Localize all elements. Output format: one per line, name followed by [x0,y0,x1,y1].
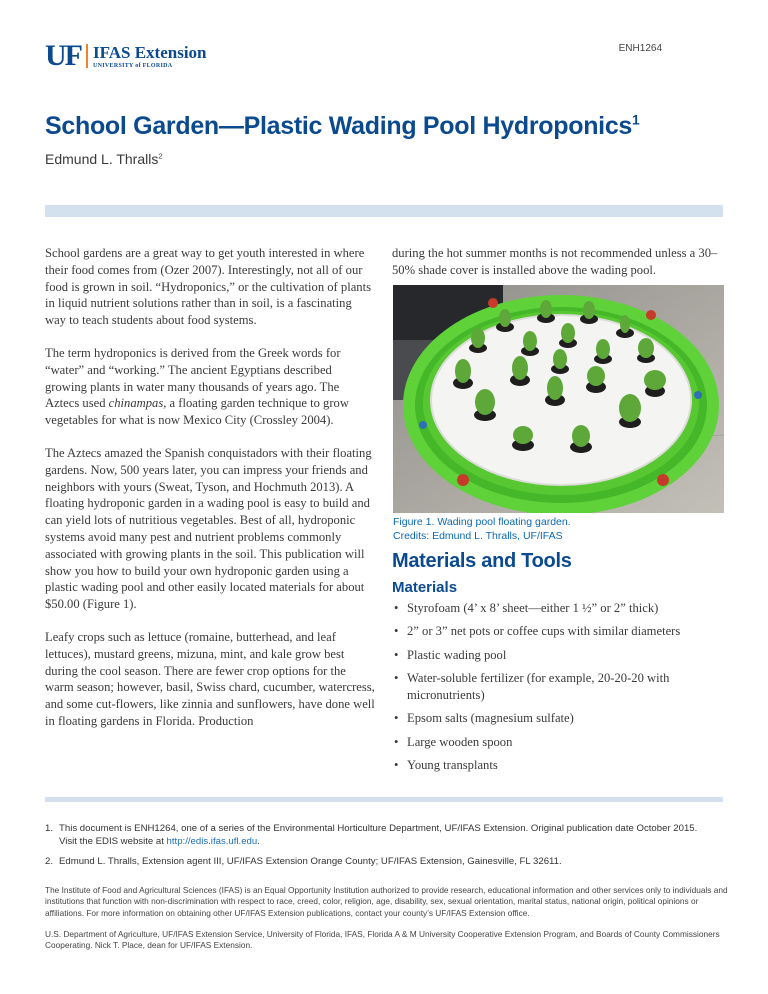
paragraph-continuation: during the hot summer months is not recommended unless a 30–50% shade cover is installed above the wading pool. [392,246,718,277]
bullet-icon: • [394,734,399,749]
equal-opportunity-statement: The Institute of Food and Agricultural Sciences (IFAS) is an Equal Opportunity Institution authorized to provide research, educational information and other services only to individuals and institutions that function with non-discrimination with respect to race, creed, color, religion, age, disability, sex, sexual orientation, marital status, national origin, political opinions or affiliations. For more information on obtaining other UF/IFAS Extension publications, contact your county’s UF/IFAS Extension office. [45,885,728,918]
list-item [392,623,727,640]
footnote-text: This document is ENH1264, one of a series of the Environmental Horticulture Department, UF/IFAS Extension. Original publication date October 2015. [59,823,698,834]
figure-caption [393,516,571,543]
logo-mark: UF [45,39,81,72]
history-italic-term: chinampas [108,396,164,411]
bullet-icon: • [394,671,399,686]
figure-photo-wading-pool [393,285,724,513]
list-item [392,757,727,774]
uf-ifas-logo [45,39,207,72]
paragraph-history [45,345,375,429]
footnote-1 [45,822,735,848]
footnote-text-suffix: . [257,836,260,847]
footnote-text-prefix: Visit the EDIS website at [59,836,167,847]
section-heading: Materials and Tools [392,550,572,572]
cooperative-extension-statement: U.S. Department of Agriculture, UF/IFAS Extension Service, University of Florida, IFAS, Florida A & M University Cooperative Extension Program, and Boards of County Commissioners Cooperating. Nick T. Place, dean for UF/IFAS Extension. [45,929,720,951]
footnote-2 [45,855,735,868]
edis-website-link[interactable]: http://edis.ifas.ufl.edu [166,836,258,847]
list-item [392,600,727,617]
figure-caption-title: Figure 1. Wading pool floating garden. [393,516,571,528]
logo-text [93,44,207,69]
paragraph-intro: School gardens are a great way to get youth interested in where their food comes from (Ozer 2007). Interestingly, not all of our food is grown in soil. “Hydroponics,” or the cultivation of plants in liquid nutrient solutions rather than in soil, is a fascinating way to teach students about food systems. [45,246,371,328]
list-item [392,647,727,664]
author-line [45,151,163,167]
materials-list [392,600,727,781]
figure-credits: Credits: Edmund L. Thralls, UF/IFAS [393,529,563,542]
list-item-text: Plastic wading pool [407,647,507,662]
bullet-icon: • [394,647,399,662]
logo-divider [86,44,88,68]
list-item-text: 2” or 3” net pots or coffee cups with similar diameters [407,624,681,639]
list-item-text: Large wooden spoon [407,734,513,749]
list-item [392,710,727,727]
list-item [392,670,727,704]
footnote-text: Edmund L. Thralls, Extension agent III, UF/IFAS Extension Orange County; UF/IFAS Extension, Gainesville, FL 32611. [59,856,562,867]
history-text-before: The term hydroponics is derived from the Greek words for “water” and “working.” The ancient Egyptians described growing plants in water many thousands of years ago. The Aztecs used [45,345,341,411]
paragraph-crops: Leafy crops such as lettuce (romaine, butterhead, and leaf lettuces), mustard greens, mizuna, mint, and kale grow best during the cool season. There are fewer crop options for the warm season; however, basil, Swiss chard, cucumber, watercress, and some cut-flowers, like zinnia and sunflowers, have done well in floating gardens in Florida. Production [45,629,375,728]
logo-name: IFAS Extension [93,42,207,62]
title-text: School Garden—Plastic Wading Pool Hydroponics [45,112,633,140]
list-item-text: Styrofoam (4’ x 8’ sheet—either 1 ½” or 2” thick) [407,601,659,615]
subsection-heading: Materials [392,579,458,596]
author-name: Edmund L. Thralls [45,151,159,167]
list-item-text: Epsom salts (magnesium sulfate) [407,711,574,726]
author-footnote-ref[interactable]: 2 [158,151,163,161]
list-item-text: Young transplants [407,758,498,773]
footnote-number: 2. [45,856,54,867]
history-text-after: , a floating garden technique to grow vegetables for what is now Mexico City (Crossley 2004). [45,396,349,428]
footnote-number: 1. [45,823,54,834]
title-footnote-ref[interactable]: 1 [632,112,640,128]
bullet-icon: • [394,624,399,639]
list-item-text: Water-soluble fertilizer (for example, 20-20-20 with micronutrients) [407,671,670,702]
body-left-column [45,245,375,746]
document-number: ENH1264 [618,43,662,54]
logo-university: UNIVERSITY of FLORIDA [93,62,173,69]
header-divider-band [45,205,723,217]
paragraph-aztecs: The Aztecs amazed the Spanish conquistadors with their floating gardens. Now, 500 years later, you can impress your friends and neighbors with yours (Sweat, Tyson, and Hochmuth 2013). A floating hydroponic garden in a wading pool is easy to build and can yield lots of nutritious vegetables. Best of all, hydroponic systems avoid many pest and nutrient problems commonly associated with growing plants in the soil. This publication will show you how to build your own hydroponic garden using a plastic wading pool and other easily located materials for about $50.00 (Figure 1). [45,445,372,612]
bullet-icon: • [394,758,399,773]
wading-pool-illustration [393,285,724,513]
list-item [392,734,727,751]
footer-divider-band [45,797,723,802]
bullet-icon: • [394,711,399,726]
bullet-icon: • [394,601,399,615]
page-title [45,112,639,141]
